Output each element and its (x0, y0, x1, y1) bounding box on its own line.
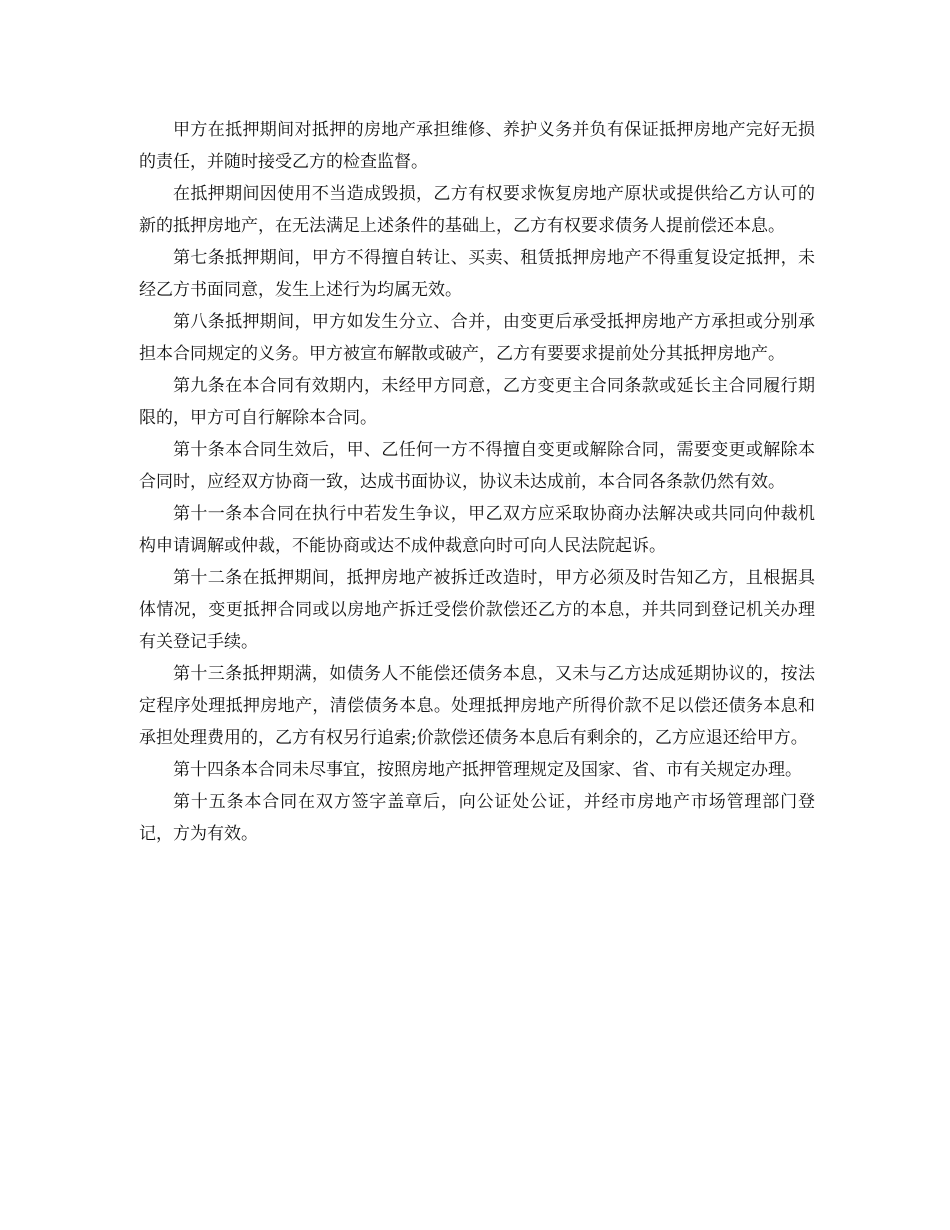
paragraph-damage-remedy: 在抵押期间因使用不当造成毁损，乙方有权要求恢复房地产原状或提供给乙方认可的新的抵押房地产，在无法满足上述条件的基础上，乙方有权要求债务人提前偿还本息。 (139, 184, 815, 236)
paragraph-maintenance-duty: 甲方在抵押期间对抵押的房地产承担维修、养护义务并负有保证抵押房地产完好无损的责任，并随时接受乙方的检查监督。 (139, 120, 815, 172)
document-body (139, 114, 815, 850)
paragraph-article-12: 第十二条在抵押期间，抵押房地产被拆迁改造时，甲方必须及时告知乙方，且根据具体情况，变更抵押合同或以房地产拆迁受偿价款偿还乙方的本息，并共同到登记机关办理有关登记手续。 (139, 568, 815, 652)
paragraph-article-13: 第十三条抵押期满，如债务人不能偿还债务本息，又未与乙方达成延期协议的，按法定程序处理抵押房地产，清偿债务本息。处理抵押房地产所得价款不足以偿还债务本息和承担处理费用的，乙方有权另行追索;价款偿还债务本息后有剩余的，乙方应退还给甲方。 (139, 664, 815, 748)
paragraph-article-7: 第七条抵押期间，甲方不得擅自转让、买卖、租赁抵押房地产不得重复设定抵押，未经乙方书面同意，发生上述行为均属无效。 (139, 248, 815, 300)
paragraph-article-8: 第八条抵押期间，甲方如发生分立、合并，由变更后承受抵押房地产方承担或分别承担本合同规定的义务。甲方被宣布解散或破产，乙方有要要求提前处分其抵押房地产。 (139, 312, 815, 364)
paragraph-article-15: 第十五条本合同在双方签字盖章后，向公证处公证，并经市房地产市场管理部门登记，方为有效。 (139, 792, 815, 844)
paragraph-article-14: 第十四条本合同未尽事宜，按照房地产抵押管理规定及国家、省、市有关规定办理。 (173, 760, 802, 780)
paragraph-article-10: 第十条本合同生效后，甲、乙任何一方不得擅自变更或解除合同，需要变更或解除本合同时，应经双方协商一致，达成书面协议，协议未达成前，本合同各条款仍然有效。 (139, 440, 815, 492)
paragraph-article-11: 第十一条本合同在执行中若发生争议，甲乙双方应采取协商办法解决或共同向仲裁机构申请调解或仲裁，不能协商或达不成仲裁意向时可向人民法院起诉。 (139, 504, 815, 556)
paragraph-article-9: 第九条在本合同有效期内，未经甲方同意，乙方变更主合同条款或延长主合同履行期限的，甲方可自行解除本合同。 (139, 376, 815, 428)
